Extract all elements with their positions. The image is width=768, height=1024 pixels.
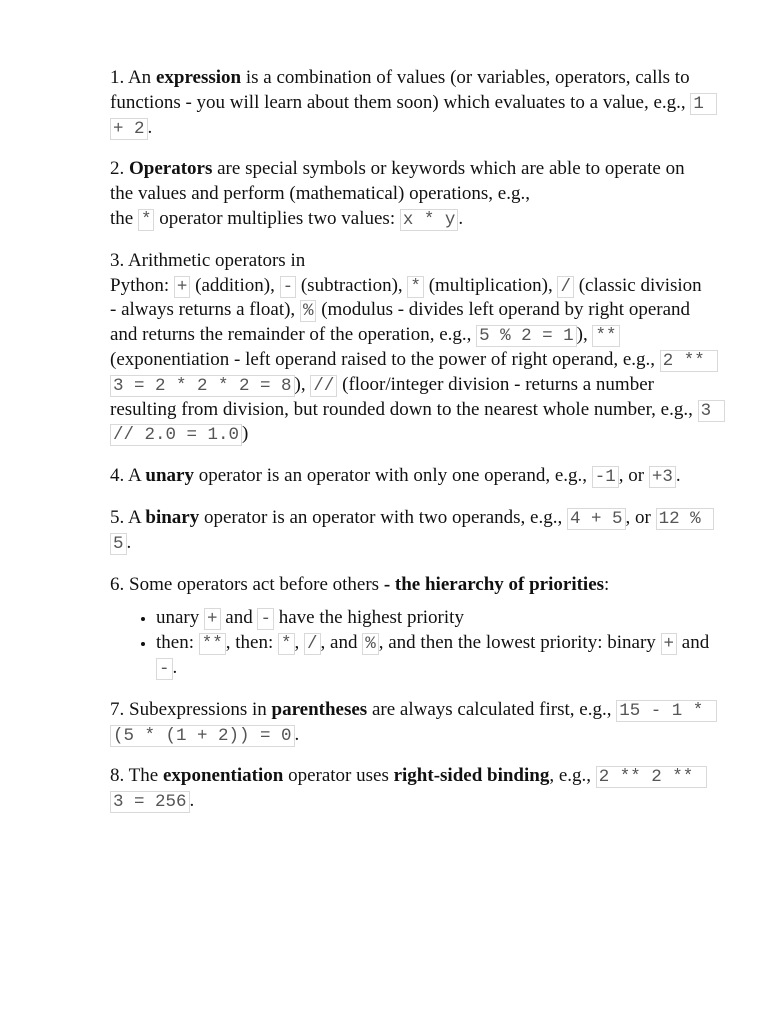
code-example: 1 + 2 [110,93,717,140]
point-3-arithmetic-operators [110,249,722,447]
code-example: 5 % 2 = 1 [476,325,577,347]
point-8-text: , e.g., [549,765,596,787]
point-3-text: (exponentiation - left operand raised to the power of right operand, e.g., [110,348,660,370]
code-operator-div: / [557,276,574,298]
point-3-text: (classic division - always returns a float), [110,274,702,321]
code-operator: % [362,633,379,655]
point-5-text: operator is an operator with two operands, e.g., [199,506,567,528]
point-4-unary [110,464,712,489]
point-8-exponentiation [110,764,712,814]
point-2-text: are special symbols or keywords which are able to operate on the values and perform (mathematical) operations, e.g., [110,158,685,205]
point-7-parentheses [110,698,712,748]
code-operator-pow: ** [592,325,619,347]
list-text: then: [156,632,199,654]
code-operator: * [278,633,295,655]
point-2-text-the: the [110,207,138,229]
code-operator-floor: // [310,375,337,397]
point-2-text-mid: operator multiplies two values: [154,207,400,229]
code-operator: / [304,633,321,655]
code-operator: + [661,633,678,655]
code-example: * [138,209,155,231]
point-3-text: (modulus - divides left operand by right operand and returns the remainder of the operation, e.g., [110,299,691,346]
list-text: , [294,632,305,654]
term-parentheses: parentheses [271,698,368,720]
point-6-text: 6. Some operators act before others [110,573,384,595]
point-4-number: 4. A [110,465,146,487]
point-3-intro: 3. Arithmetic operators in [110,249,306,271]
point-3-text: (multiplication), [423,274,558,296]
point-3-text: (floor/integer division - returns a number resulting from division, but rounded down to the nearest whole number, e.g., [110,373,698,420]
list-text: , then: [225,632,279,654]
code-operator-add: + [174,276,191,298]
point-5-text: , or [625,506,656,528]
list-text: and [677,632,710,654]
code-operator-sub: - [280,276,297,298]
list-item [156,631,712,681]
code-example: 3 // 2.0 = 1.0 [110,400,725,447]
point-7-end: . [294,723,300,745]
list-text: and [220,607,258,629]
code-operator: - [257,608,274,630]
term-unary: unary [145,465,194,487]
point-2-operators [110,157,712,231]
point-3-text: (addition), [190,274,280,296]
point-7-text: are always calculated first, e.g., [367,698,617,720]
code-example: -1 [592,466,619,488]
priority-list [110,606,712,680]
point-4-text: , or [618,465,649,487]
code-operator: + [204,608,221,630]
point-5-binary [110,506,712,556]
term-hierarchy-of-priorities: - the hierarchy of priorities [383,573,605,595]
point-8-end: . [189,790,195,812]
point-2-number: 2. [110,158,129,180]
list-text: , and then the lowest priority: binary [378,632,661,654]
code-operator: ** [199,633,226,655]
code-example: 12 % 5 [110,508,714,555]
term-binary: binary [145,506,200,528]
point-3-text: (subtraction), [296,274,408,296]
point-3-python: Python: [110,274,174,296]
list-text: unary [156,607,205,629]
code-operator-mul: * [407,276,424,298]
point-4-end: . [675,465,681,487]
code-example: +3 [649,466,676,488]
point-3-end: ) [242,423,249,445]
code-operator-mod: % [300,300,317,322]
point-3-text: ), [576,324,593,346]
point-8-text: operator uses [283,765,394,787]
list-item [156,606,712,631]
point-4-text: operator is an operator with only one operand, e.g., [193,465,592,487]
list-text: , and [320,632,363,654]
point-1-expression [110,66,715,140]
code-operator: - [156,658,173,680]
code-example: x * y [400,209,459,231]
term-operators: Operators [129,158,213,180]
point-1-text: is a combination of values (or variables, operators, calls to functions - you will learn about them soon) which evaluates to a value, e.g., [110,67,691,113]
term-expression: expression [155,67,242,88]
point-5-end: . [126,531,132,553]
list-text: . [172,656,178,678]
point-3-text: ), [294,373,311,395]
code-example: 4 + 5 [567,508,626,530]
point-2-end: . [458,207,464,229]
point-1-end: . [147,116,153,138]
term-right-sided-binding: right-sided binding [393,765,550,787]
point-6-priorities [110,573,712,598]
term-exponentiation: exponentiation [162,765,284,787]
point-6-end: : [604,573,610,595]
point-7-text: 7. Subexpressions in [110,698,272,720]
point-8-text: 8. The [110,765,163,787]
list-text: have the highest priority [273,607,464,629]
point-1-number: 1. An [110,67,156,88]
code-example: 2 ** 2 ** 3 = 256 [110,766,707,813]
code-example: 15 - 1 * (5 * (1 + 2)) = 0 [110,700,717,747]
point-5-number: 5. A [110,506,146,528]
code-example: 2 ** 3 = 2 * 2 * 2 = 8 [110,350,718,397]
